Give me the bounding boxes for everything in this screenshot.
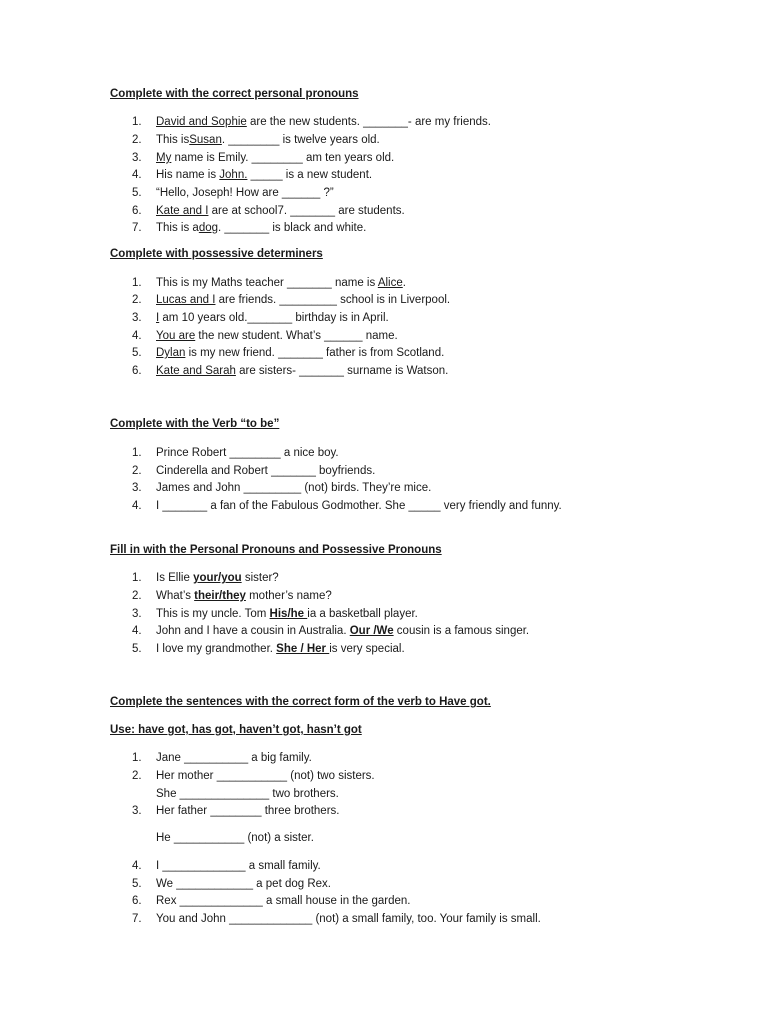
s5-item-2-continuation: She ______________ two brothers. [156, 788, 339, 800]
s5-item-4: 4. I _____________ a small family. [132, 860, 321, 872]
s4-item-5: 5. I love my grandmother. She / Her is very special. [132, 643, 405, 655]
s2-item-6: 6. Kate and Sarah are sisters- _______ surname is Watson. [132, 365, 449, 377]
s3-item-1: 1. Prince Robert ________ a nice boy. [132, 447, 339, 459]
s5-item-6: 6. Rex _____________ a small house in the garden. [132, 895, 411, 907]
s5-item-7: 7. You and John _____________ (not) a small family, too. Your family is small. [132, 913, 541, 925]
s4-item-2: 2. What’s their/they mother’s name? [132, 590, 332, 602]
s2-item-4: 4. You are the new student. What’s ______ name. [132, 330, 398, 342]
section5-use-line: Use: have got, has got, haven’t got, hasn’t got [110, 724, 362, 736]
s5-item-1: 1. Jane __________ a big family. [132, 752, 312, 764]
s1-item-6: 6. Kate and I are at school7. _______ are students. [132, 205, 405, 217]
s3-item-3: 3. James and John _________ (not) birds. They’re mice. [132, 482, 432, 494]
section1-heading: Complete with the correct personal pronouns [110, 88, 359, 100]
s3-item-2: 2. Cinderella and Robert _______ boyfriends. [132, 465, 376, 477]
s4-item-1: 1. Is Ellie your/you sister? [132, 572, 279, 584]
s4-item-3: 3. This is my uncle. Tom His/he ia a basketball player. [132, 608, 418, 620]
s5-item-2: 2. Her mother ___________ (not) two sisters. [132, 770, 375, 782]
s2-item-5: 5. Dylan is my new friend. _______ father is from Scotland. [132, 347, 445, 359]
s4-item-4: 4. John and I have a cousin in Australia. Our /We cousin is a famous singer. [132, 625, 530, 637]
s3-item-4: 4. I _______ a fan of the Fabulous Godmother. She _____ very friendly and funny. [132, 500, 562, 512]
s2-item-3: 3. I am 10 years old._______ birthday is in April. [132, 312, 389, 324]
section2-heading: Complete with possessive determiners [110, 248, 323, 260]
s5-item-5: 5. We ____________ a pet dog Rex. [132, 878, 331, 890]
s5-item-3-continuation: He ___________ (not) a sister. [156, 832, 314, 844]
s1-item-3: 3. My name is Emily. ________ am ten years old. [132, 152, 395, 164]
s1-item-5: 5. “Hello, Joseph! How are ______ ?” [132, 187, 334, 199]
s5-item-3: 3. Her father ________ three brothers. [132, 805, 340, 817]
s1-item-4: 4. His name is John. _____ is a new student. [132, 169, 373, 181]
section3-heading: Complete with the Verb “to be” [110, 418, 280, 430]
s1-item-2: 2. This isSusan. ________ is twelve years old. [132, 134, 380, 146]
section5-heading: Complete the sentences with the correct form of the verb to Have got. [110, 696, 491, 708]
s2-item-1: 1. This is my Maths teacher _______ name is Alice. [132, 277, 406, 289]
section4-heading: Fill in with the Personal Pronouns and Possessive Pronouns [110, 544, 442, 556]
s1-item-1: 1. David and Sophie are the new students. _______- are my friends. [132, 116, 491, 128]
s1-item-7: 7. This is adog. _______ is black and white. [132, 222, 367, 234]
s2-item-2: 2. Lucas and I are friends. _________ school is in Liverpool. [132, 294, 451, 306]
